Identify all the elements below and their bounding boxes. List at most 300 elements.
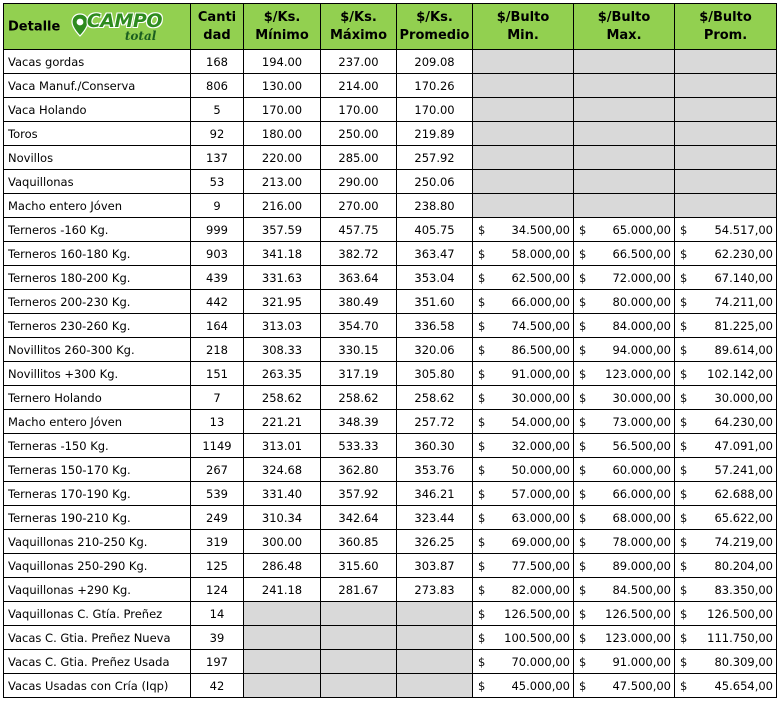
currency-symbol: $ [680,414,688,429]
currency-symbol: $ [478,510,486,525]
currency-symbol: $ [680,534,688,549]
bulto-max-cell [574,530,675,554]
cantidad-cell: 164 [191,314,244,338]
currency-symbol: $ [680,510,688,525]
currency-symbol: $ [579,510,587,525]
currency-symbol: $ [478,654,486,669]
amount-value: 70.000,00 [511,654,570,669]
empty-cell [321,602,397,626]
table-row [4,674,777,698]
bulto-max-cell [574,602,675,626]
amount-value: 80.204,00 [714,558,773,573]
currency-symbol: $ [579,654,587,669]
header-detalle [4,4,191,50]
amount-value: 47.091,00 [714,438,773,453]
amount-value: 91.000,00 [612,654,671,669]
ks-maximo-cell: 380.49 [321,290,397,314]
cantidad-cell: 1149 [191,434,244,458]
ks-minimo-cell: 194.00 [244,50,321,74]
ks-maximo-cell: 330.15 [321,338,397,362]
ks-minimo-cell: 286.48 [244,554,321,578]
empty-cell [675,122,777,146]
amount-value: 60.000,00 [612,462,671,477]
table-row [4,530,777,554]
price-report [3,3,777,698]
bulto-prom-cell [675,338,777,362]
table-row [4,74,777,98]
empty-cell [675,170,777,194]
currency-symbol: $ [478,342,486,357]
bulto-prom-cell [675,434,777,458]
cantidad-cell: 439 [191,266,244,290]
empty-cell [473,122,574,146]
ks-maximo-cell: 362.80 [321,458,397,482]
ks-maximo-cell: 348.39 [321,410,397,434]
detalle-cell: Toros [4,122,191,146]
cantidad-cell: 14 [191,602,244,626]
empty-cell [473,50,574,74]
empty-cell [473,74,574,98]
ks-minimo-cell: 241.18 [244,578,321,602]
detalle-cell: Terneros 180-200 Kg. [4,266,191,290]
table-row [4,338,777,362]
empty-cell [397,650,473,674]
amount-value: 65.622,00 [714,510,773,525]
bulto-prom-cell [675,410,777,434]
amount-value: 62.500,00 [511,270,570,285]
ks-maximo-cell: 382.72 [321,242,397,266]
detalle-cell: Vacas C. Gtia. Preñez Usada [4,650,191,674]
ks-minimo-cell: 324.68 [244,458,321,482]
amount-value: 80.000,00 [612,294,671,309]
bulto-min-cell [473,482,574,506]
bulto-prom-cell [675,386,777,410]
currency-symbol: $ [478,390,486,405]
currency-symbol: $ [478,366,486,381]
currency-symbol: $ [579,534,587,549]
currency-symbol: $ [579,606,587,621]
cantidad-cell: 151 [191,362,244,386]
amount-value: 82.000,00 [511,582,570,597]
currency-symbol: $ [680,486,688,501]
empty-cell [675,50,777,74]
ks-promedio-cell: 336.58 [397,314,473,338]
ks-promedio-cell: 320.06 [397,338,473,362]
empty-cell [473,194,574,218]
ks-promedio-cell: 353.76 [397,458,473,482]
ks-promedio-cell: 323.44 [397,506,473,530]
detalle-cell: Terneras -150 Kg. [4,434,191,458]
ks-minimo-cell: 310.34 [244,506,321,530]
amount-value: 83.350,00 [714,582,773,597]
bulto-min-cell [473,602,574,626]
amount-value: 84.000,00 [612,318,671,333]
amount-value: 65.000,00 [612,222,671,237]
bulto-prom-cell [675,314,777,338]
amount-value: 73.000,00 [612,414,671,429]
cantidad-cell: 999 [191,218,244,242]
amount-value: 30.000,00 [714,390,773,405]
cantidad-cell: 39 [191,626,244,650]
cantidad-cell: 124 [191,578,244,602]
amount-value: 47.500,00 [612,678,671,693]
ks-minimo-cell: 331.40 [244,482,321,506]
detalle-cell: Macho entero Jóven [4,194,191,218]
amount-value: 94.000,00 [612,342,671,357]
header-cantidad: Canti dad [191,4,244,50]
currency-symbol: $ [680,582,688,597]
detalle-cell: Novillitos +300 Kg. [4,362,191,386]
cantidad-cell: 539 [191,482,244,506]
table-row [4,362,777,386]
amount-value: 62.688,00 [714,486,773,501]
currency-symbol: $ [680,438,688,453]
cantidad-cell: 42 [191,674,244,698]
ks-promedio-cell: 273.83 [397,578,473,602]
ks-promedio-cell: 257.72 [397,410,473,434]
detalle-cell: Macho entero Jóven [4,410,191,434]
amount-value: 100.500,00 [504,630,570,645]
amount-value: 54.517,00 [714,222,773,237]
currency-symbol: $ [579,342,587,357]
detalle-cell: Terneros -160 Kg. [4,218,191,242]
currency-symbol: $ [680,342,688,357]
header-detalle-label: Detalle [8,19,61,34]
ks-minimo-cell: 220.00 [244,146,321,170]
ks-promedio-cell: 405.75 [397,218,473,242]
bulto-max-cell [574,386,675,410]
bulto-min-cell [473,338,574,362]
table-row [4,266,777,290]
table-row [4,410,777,434]
header-bulto-max: $/Bulto Max. [574,4,675,50]
currency-symbol: $ [579,414,587,429]
ks-minimo-cell: 170.00 [244,98,321,122]
amount-value: 126.500,00 [707,606,773,621]
currency-symbol: $ [680,654,688,669]
bulto-prom-cell [675,242,777,266]
table-row [4,554,777,578]
amount-value: 126.500,00 [605,606,671,621]
currency-symbol: $ [478,630,486,645]
table-row [4,458,777,482]
detalle-cell: Terneras 190-210 Kg. [4,506,191,530]
table-row [4,482,777,506]
bulto-min-cell [473,242,574,266]
bulto-prom-cell [675,266,777,290]
currency-symbol: $ [680,462,688,477]
ks-minimo-cell: 130.00 [244,74,321,98]
detalle-cell: Terneros 200-230 Kg. [4,290,191,314]
detalle-cell: Vacas Usadas con Cría (Iqp) [4,674,191,698]
bulto-min-cell [473,218,574,242]
bulto-max-cell [574,338,675,362]
amount-value: 67.140,00 [714,270,773,285]
table-row [4,50,777,74]
bulto-max-cell [574,458,675,482]
amount-value: 89.614,00 [714,342,773,357]
empty-cell [244,626,321,650]
bulto-min-cell [473,674,574,698]
cantidad-cell: 168 [191,50,244,74]
ks-promedio-cell: 346.21 [397,482,473,506]
amount-value: 66.500,00 [612,246,671,261]
currency-symbol: $ [478,270,486,285]
ks-maximo-cell: 281.67 [321,578,397,602]
empty-cell [574,146,675,170]
detalle-cell: Terneros 230-260 Kg. [4,314,191,338]
bulto-prom-cell [675,578,777,602]
empty-cell [574,122,675,146]
header-ks-promedio: $/Ks. Promedio [397,4,473,50]
bulto-prom-cell [675,626,777,650]
ks-maximo-cell: 357.92 [321,482,397,506]
table-row [4,146,777,170]
header-ks-maximo: $/Ks. Máximo [321,4,397,50]
detalle-cell: Novillitos 260-300 Kg. [4,338,191,362]
ks-minimo-cell: 331.63 [244,266,321,290]
amount-value: 84.500,00 [612,582,671,597]
ks-minimo-cell: 180.00 [244,122,321,146]
currency-symbol: $ [579,366,587,381]
header-ks-minimo: $/Ks. Mínimo [244,4,321,50]
ks-maximo-cell: 250.00 [321,122,397,146]
bulto-min-cell [473,506,574,530]
table-row [4,602,777,626]
ks-promedio-cell: 303.87 [397,554,473,578]
empty-cell [397,626,473,650]
currency-symbol: $ [478,438,486,453]
amount-value: 34.500,00 [511,222,570,237]
detalle-cell: Vaca Manuf./Conserva [4,74,191,98]
bulto-prom-cell [675,506,777,530]
amount-value: 68.000,00 [612,510,671,525]
ks-maximo-cell: 317.19 [321,362,397,386]
currency-symbol: $ [579,222,587,237]
bulto-max-cell [574,314,675,338]
amount-value: 45.000,00 [511,678,570,693]
ks-minimo-cell: 313.01 [244,434,321,458]
amount-value: 62.230,00 [714,246,773,261]
currency-symbol: $ [680,318,688,333]
currency-symbol: $ [579,270,587,285]
bulto-prom-cell [675,650,777,674]
bulto-max-cell [574,650,675,674]
amount-value: 91.000,00 [511,366,570,381]
table-row [4,578,777,602]
currency-symbol: $ [680,678,688,693]
currency-symbol: $ [478,558,486,573]
empty-cell [675,194,777,218]
cantidad-cell: 442 [191,290,244,314]
bulto-min-cell [473,554,574,578]
amount-value: 69.000,00 [511,534,570,549]
table-row [4,122,777,146]
currency-symbol: $ [579,294,587,309]
empty-cell [397,602,473,626]
cantidad-cell: 197 [191,650,244,674]
amount-value: 57.241,00 [714,462,773,477]
table-row [4,290,777,314]
bulto-prom-cell [675,218,777,242]
ks-promedio-cell: 351.60 [397,290,473,314]
detalle-cell: Novillos [4,146,191,170]
ks-maximo-cell: 290.00 [321,170,397,194]
cantidad-cell: 53 [191,170,244,194]
bulto-max-cell [574,266,675,290]
bulto-max-cell [574,434,675,458]
table-row [4,218,777,242]
currency-symbol: $ [579,678,587,693]
ks-maximo-cell: 363.64 [321,266,397,290]
currency-symbol: $ [579,630,587,645]
ks-minimo-cell: 341.18 [244,242,321,266]
currency-symbol: $ [579,318,587,333]
currency-symbol: $ [680,366,688,381]
ks-maximo-cell: 237.00 [321,50,397,74]
cantidad-cell: 249 [191,506,244,530]
amount-value: 57.000,00 [511,486,570,501]
empty-cell [321,650,397,674]
cantidad-cell: 319 [191,530,244,554]
campo-total-logo [67,9,162,45]
amount-value: 102.142,00 [707,366,773,381]
ks-maximo-cell: 258.62 [321,386,397,410]
bulto-prom-cell [675,530,777,554]
amount-value: 74.211,00 [714,294,773,309]
ks-minimo-cell: 300.00 [244,530,321,554]
currency-symbol: $ [478,318,486,333]
ks-minimo-cell: 258.62 [244,386,321,410]
amount-value: 32.000,00 [511,438,570,453]
empty-cell [473,170,574,194]
ks-maximo-cell: 354.70 [321,314,397,338]
amount-value: 126.500,00 [504,606,570,621]
amount-value: 77.500,00 [511,558,570,573]
ks-promedio-cell: 363.47 [397,242,473,266]
amount-value: 78.000,00 [612,534,671,549]
bulto-max-cell [574,362,675,386]
bulto-min-cell [473,458,574,482]
amount-value: 64.230,00 [714,414,773,429]
empty-cell [473,146,574,170]
ks-maximo-cell: 170.00 [321,98,397,122]
cantidad-cell: 903 [191,242,244,266]
table-row [4,98,777,122]
table-row [4,314,777,338]
logo-word-campo: CAMPO [86,9,162,32]
cattle-price-table [3,3,777,698]
empty-cell [321,626,397,650]
bulto-min-cell [473,290,574,314]
amount-value: 123.000,00 [605,630,671,645]
ks-minimo-cell: 221.21 [244,410,321,434]
cantidad-cell: 218 [191,338,244,362]
amount-value: 66.000,00 [511,294,570,309]
ks-maximo-cell: 285.00 [321,146,397,170]
currency-symbol: $ [478,582,486,597]
currency-symbol: $ [579,462,587,477]
ks-minimo-cell: 357.59 [244,218,321,242]
table-row [4,386,777,410]
detalle-cell: Vaquillonas 250-290 Kg. [4,554,191,578]
cantidad-cell: 13 [191,410,244,434]
amount-value: 45.654,00 [714,678,773,693]
currency-symbol: $ [680,270,688,285]
currency-symbol: $ [478,414,486,429]
cantidad-cell: 9 [191,194,244,218]
bulto-min-cell [473,626,574,650]
currency-symbol: $ [680,606,688,621]
detalle-cell: Vaquillonas +290 Kg. [4,578,191,602]
detalle-cell: Vaquillonas [4,170,191,194]
bulto-min-cell [473,386,574,410]
currency-symbol: $ [579,558,587,573]
logo-word-total: total [124,28,157,43]
currency-symbol: $ [478,534,486,549]
cantidad-cell: 5 [191,98,244,122]
ks-promedio-cell: 219.89 [397,122,473,146]
cantidad-cell: 7 [191,386,244,410]
ks-promedio-cell: 326.25 [397,530,473,554]
bulto-max-cell [574,482,675,506]
ks-maximo-cell: 270.00 [321,194,397,218]
currency-symbol: $ [478,246,486,261]
detalle-cell: Ternero Holando [4,386,191,410]
bulto-min-cell [473,578,574,602]
ks-minimo-cell: 216.00 [244,194,321,218]
amount-value: 72.000,00 [612,270,671,285]
ks-minimo-cell: 213.00 [244,170,321,194]
amount-value: 54.000,00 [511,414,570,429]
bulto-prom-cell [675,362,777,386]
detalle-cell: Vacas C. Gtia. Preñez Nueva [4,626,191,650]
bulto-max-cell [574,578,675,602]
currency-symbol: $ [478,222,486,237]
ks-maximo-cell: 533.33 [321,434,397,458]
bulto-max-cell [574,290,675,314]
ks-promedio-cell: 257.92 [397,146,473,170]
empty-cell [244,674,321,698]
empty-cell [244,650,321,674]
bulto-max-cell [574,506,675,530]
table-row [4,506,777,530]
currency-symbol: $ [579,582,587,597]
empty-cell [574,98,675,122]
amount-value: 123.000,00 [605,366,671,381]
empty-cell [473,98,574,122]
table-row [4,194,777,218]
currency-symbol: $ [680,558,688,573]
amount-value: 81.225,00 [714,318,773,333]
empty-cell [574,194,675,218]
table-row [4,242,777,266]
ks-promedio-cell: 170.26 [397,74,473,98]
amount-value: 86.500,00 [511,342,570,357]
bulto-max-cell [574,242,675,266]
amount-value: 30.000,00 [612,390,671,405]
bulto-min-cell [473,434,574,458]
amount-value: 74.500,00 [511,318,570,333]
amount-value: 30.000,00 [511,390,570,405]
detalle-cell: Terneras 170-190 Kg. [4,482,191,506]
detalle-cell: Vaquillonas 210-250 Kg. [4,530,191,554]
ks-promedio-cell: 360.30 [397,434,473,458]
currency-symbol: $ [579,246,587,261]
amount-value: 58.000,00 [511,246,570,261]
bulto-max-cell [574,626,675,650]
ks-promedio-cell: 353.04 [397,266,473,290]
